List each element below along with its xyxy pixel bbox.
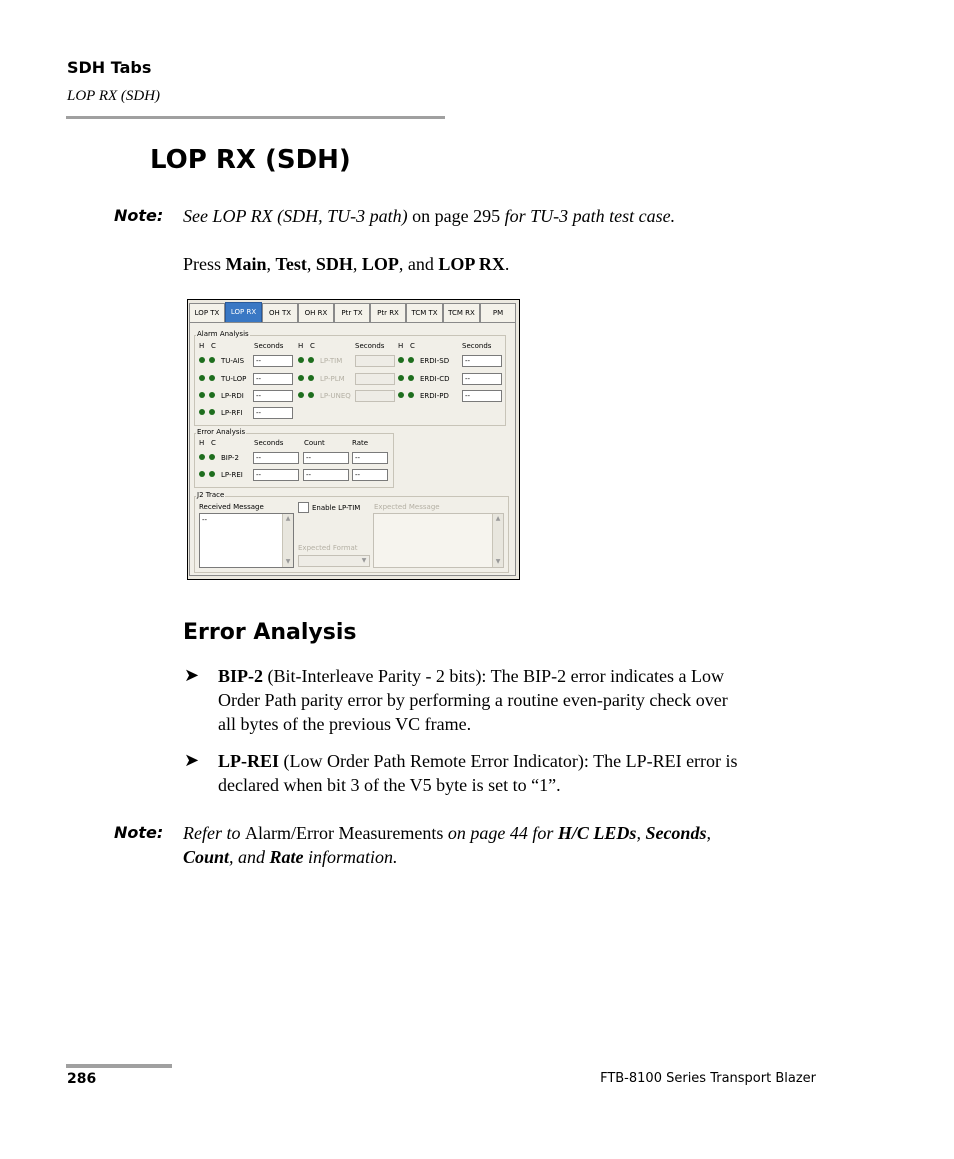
note-part: , — [636, 823, 646, 843]
scroll-down-icon[interactable]: ▼ — [495, 558, 501, 565]
press-sdh: SDH — [315, 254, 353, 274]
col-c: C — [410, 342, 415, 350]
alarm-label: LP-RFI — [221, 409, 243, 417]
bullet-bip2 — [218, 664, 728, 736]
tab-pm[interactable]: PM — [480, 303, 516, 322]
press-sep: . — [504, 254, 510, 274]
note-term: Seconds — [645, 823, 707, 843]
press-lop-rx: LOP RX — [438, 254, 505, 274]
lop-rx-screenshot — [187, 299, 520, 580]
col-c: C — [211, 439, 216, 447]
seconds-field: -- — [253, 452, 299, 464]
led-c — [308, 357, 314, 363]
scroll-down-icon[interactable]: ▼ — [285, 558, 291, 565]
expected-format-label: Expected Format — [298, 544, 358, 552]
press-main: Main — [225, 254, 267, 274]
col-h: H — [199, 342, 205, 350]
received-message-label: Received Message — [199, 503, 264, 511]
bullet-arrow-icon: ➤ — [184, 750, 200, 770]
led-c — [408, 375, 414, 381]
tab-panel — [189, 322, 516, 576]
tab-tcm-tx[interactable]: TCM TX — [406, 303, 443, 322]
running-header-subsection: LOP RX (SDH) — [67, 88, 161, 104]
bullet-text: (Low Order Path Remote Error Indicator): The LP-REI error is — [279, 751, 738, 771]
seconds-field: -- — [462, 355, 502, 367]
led-h — [199, 454, 205, 460]
led-h — [199, 375, 205, 381]
bullet-text: (Bit-Interleave Parity - 2 bits): The BIP-2 error indicates a Low — [263, 666, 725, 686]
chevron-down-icon: ▼ — [361, 557, 367, 564]
col-c: C — [310, 342, 315, 350]
received-message-value: -- — [202, 516, 208, 524]
note-part: Refer to — [183, 823, 245, 843]
enable-lp-tim-label: Enable LP-TIM — [312, 504, 361, 512]
tab-bar — [189, 302, 516, 322]
press-test: Test — [275, 254, 307, 274]
footer-divider — [66, 1064, 172, 1068]
led-h — [298, 357, 304, 363]
note-text — [183, 821, 711, 869]
alarm-label: LP-PLM — [320, 375, 345, 383]
section-heading: Error Analysis — [183, 620, 357, 645]
expected-scrollbar[interactable] — [492, 514, 503, 567]
col-seconds: Seconds — [462, 342, 492, 350]
count-field: -- — [303, 469, 349, 481]
count-field: -- — [303, 452, 349, 464]
note-part: , and — [229, 847, 270, 867]
led-h — [298, 375, 304, 381]
expected-message-label: Expected Message — [374, 503, 440, 511]
note-label: Note: — [114, 823, 164, 842]
seconds-field: -- — [253, 373, 293, 385]
received-scrollbar[interactable] — [282, 514, 293, 567]
seconds-field-disabled — [355, 355, 395, 367]
led-c — [209, 375, 215, 381]
press-sep: , and — [398, 254, 439, 274]
seconds-field: -- — [462, 390, 502, 402]
led-c — [209, 454, 215, 460]
seconds-field: -- — [253, 390, 293, 402]
page-title: LOP RX (SDH) — [150, 145, 351, 175]
bullet-text: declared when bit 3 of the V5 byte is set to “1”. — [218, 775, 561, 795]
press-sep: , — [306, 254, 316, 274]
led-h — [199, 357, 205, 363]
tab-tcm-rx[interactable]: TCM RX — [443, 303, 480, 322]
col-seconds: Seconds — [254, 439, 284, 447]
note-ref-title: See LOP RX (SDH, TU-3 path) — [183, 206, 408, 226]
bullet-lp-rei — [218, 749, 738, 797]
press-sep: , — [266, 254, 276, 274]
col-rate: Rate — [352, 439, 369, 447]
tab-ptr-tx[interactable]: Ptr TX — [334, 303, 370, 322]
bullet-arrow-icon: ➤ — [184, 665, 200, 685]
col-seconds: Seconds — [254, 342, 284, 350]
header-divider — [66, 116, 445, 119]
note-purpose: for TU-3 path test case. — [504, 206, 676, 226]
col-count: Count — [304, 439, 325, 447]
led-c — [408, 357, 414, 363]
note-ref: Alarm/Error Measurements — [244, 823, 444, 843]
led-h — [199, 471, 205, 477]
led-h — [199, 392, 205, 398]
note-text — [183, 204, 675, 228]
led-h — [398, 375, 404, 381]
press-text: Press — [183, 254, 226, 274]
alarm-label: ERDI-CD — [420, 375, 450, 383]
led-c — [308, 375, 314, 381]
col-h: H — [298, 342, 304, 350]
note-term: Count — [183, 847, 230, 867]
rate-field: -- — [352, 452, 388, 464]
led-h — [398, 357, 404, 363]
alarm-analysis-title: Alarm Analysis — [197, 330, 249, 338]
product-name: FTB-8100 Series Transport Blazer — [600, 1071, 816, 1086]
bullet-text: Order Path parity error by performing a routine even-parity check over — [218, 690, 728, 710]
seconds-field: -- — [253, 355, 293, 367]
led-c — [209, 409, 215, 415]
alarm-label: LP-RDI — [221, 392, 244, 400]
seconds-field-disabled — [355, 390, 395, 402]
col-h: H — [199, 439, 205, 447]
tab-lop-rx[interactable]: LOP RX — [225, 302, 262, 323]
bullet-term: BIP-2 — [218, 666, 263, 686]
tab-oh-tx[interactable]: OH TX — [262, 303, 298, 322]
note-term: Rate — [269, 847, 304, 867]
seconds-field: -- — [462, 373, 502, 385]
col-c: C — [211, 342, 216, 350]
error-label: BIP-2 — [221, 454, 239, 462]
note-part: on page 44 for — [443, 823, 558, 843]
scroll-up-icon[interactable]: ▲ — [495, 515, 501, 522]
col-h: H — [398, 342, 404, 350]
note-label: Note: — [114, 206, 164, 225]
note-part: , — [706, 823, 711, 843]
scroll-up-icon[interactable]: ▲ — [285, 515, 291, 522]
tab-oh-rx[interactable]: OH RX — [298, 303, 334, 322]
tab-ptr-rx[interactable]: Ptr RX — [370, 303, 406, 322]
seconds-field: -- — [253, 407, 293, 419]
enable-lp-tim-checkbox[interactable] — [298, 502, 309, 513]
press-sep: , — [352, 254, 362, 274]
received-message-box[interactable] — [199, 513, 294, 568]
led-c — [209, 392, 215, 398]
alarm-label: ERDI-SD — [420, 357, 450, 365]
tab-lop-tx[interactable]: LOP TX — [189, 303, 225, 322]
alarm-label: TU-LOP — [221, 375, 247, 383]
error-analysis-title: Error Analysis — [197, 428, 246, 436]
led-c — [308, 392, 314, 398]
note-page-ref: on page 295 — [407, 206, 505, 226]
led-h — [199, 409, 205, 415]
bullet-text: all bytes of the previous VC frame. — [218, 714, 472, 734]
led-h — [298, 392, 304, 398]
seconds-field: -- — [253, 469, 299, 481]
rate-field: -- — [352, 469, 388, 481]
page-number: 286 — [67, 1071, 97, 1087]
error-label: LP-REI — [221, 471, 243, 479]
led-c — [408, 392, 414, 398]
led-c — [209, 357, 215, 363]
expected-message-box[interactable] — [373, 513, 504, 568]
note-part: information. — [303, 847, 398, 867]
alarm-label: LP-TIM — [320, 357, 343, 365]
bullet-term: LP-REI — [218, 751, 280, 771]
led-h — [398, 392, 404, 398]
expected-format-select[interactable] — [298, 555, 370, 567]
note-term: H/C LEDs — [557, 823, 637, 843]
running-header-section: SDH Tabs — [67, 58, 152, 77]
led-c — [209, 471, 215, 477]
j2-trace-title: J2 Trace — [197, 491, 225, 499]
alarm-label: ERDI-PD — [420, 392, 449, 400]
seconds-field-disabled — [355, 373, 395, 385]
alarm-label: LP-UNEQ — [320, 392, 351, 400]
press-instruction — [183, 252, 509, 276]
alarm-label: TU-AIS — [221, 357, 245, 365]
press-lop: LOP — [361, 254, 399, 274]
col-seconds: Seconds — [355, 342, 385, 350]
